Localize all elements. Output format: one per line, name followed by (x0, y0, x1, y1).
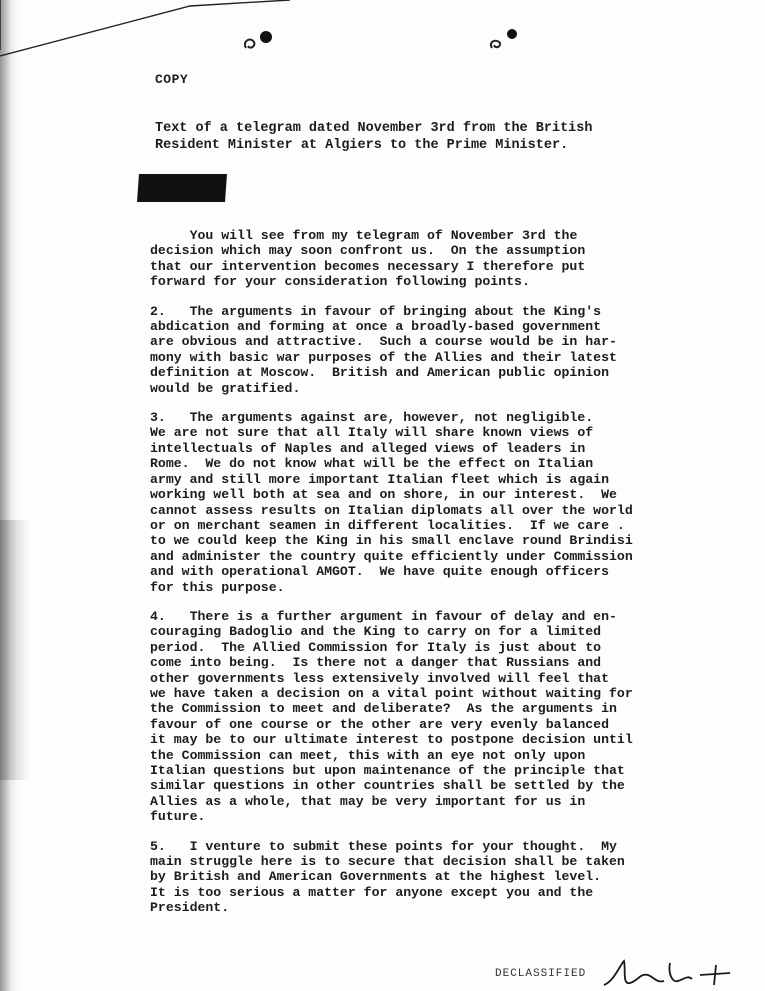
paragraph-4: 4. There is a further argument in favour of delay and en- couraging Badoglio and the King to carry on for a limited period. The Allied Commission for Italy is just about to come into being. Is there not a danger that Russians and other governments less extensively involved will feel that we have taken a decision on a vital point without waiting for the Commission to meet and deliberate? As the arguments in favour of one course or the other are very evenly balanced it may be to our ultimate interest to postpone decision until the Commission can meet, this with an eye not only upon Italian questions but upon maintenance of the principle that similar questions in other countries shall be settled by the Allies as a whole, that may be very important for us in future. (150, 608, 633, 825)
redaction-block (137, 174, 227, 202)
heading-line-1: Text of a telegram dated November 3rd from the British (155, 121, 593, 136)
telegram-body (150, 228, 710, 930)
ink-mark-icon (240, 28, 280, 54)
copy-label: COPY (155, 72, 189, 87)
document-heading (155, 120, 675, 154)
heading-line-2: Resident Minister at Algiers to the Prime Minister. (155, 138, 569, 153)
scan-top-artifact (0, 0, 765, 60)
declassified-stamp: DECLASSIFIED (495, 968, 587, 980)
paragraph-1: You will see from my telegram of November 3rd the decision which may soon confront us. On the assumption that our intervention becomes necessary I therefore put forward for your consideration following points. (150, 228, 586, 290)
scan-edge-shadow-lower (0, 520, 30, 780)
scan-edge-shadow (0, 0, 18, 991)
paragraph-2: 2. The arguments in favour of bringing about the King's abdication and forming at once a broadly-based government are obvious and attractive. Such a course would be in har- mony with basic war purposes of the Allies and their latest definition at Moscow. British and American public opinion would be gratified. (150, 303, 617, 396)
ink-mark-icon (488, 28, 528, 54)
paragraph-3: 3. The arguments against are, however, not negligible. We are not sure that all Italy will share known views of intellectuals of Naples and alleged views of leaders in Rome. We do not know what will be the effect on Italian army and still more important Italian fleet which is again working well both at sea and on shore, in our interest. We cannot assess results on Italian diplomats all over the world or on merchant seamen in different localities. If we care . to we could keep the King in his small enclave round Brindisi and administer the country quite efficiently under Commission and with operational AMGOT. We have quite enough officers for this purpose. (150, 410, 633, 595)
paragraph-5: 5. I venture to submit these points for your thought. My main struggle here is to secure that decision shall be taken by British and American Governments at the highest level. It is too serious a matter for anyone except you and the President. (150, 838, 625, 916)
signature-scribble (600, 955, 740, 991)
